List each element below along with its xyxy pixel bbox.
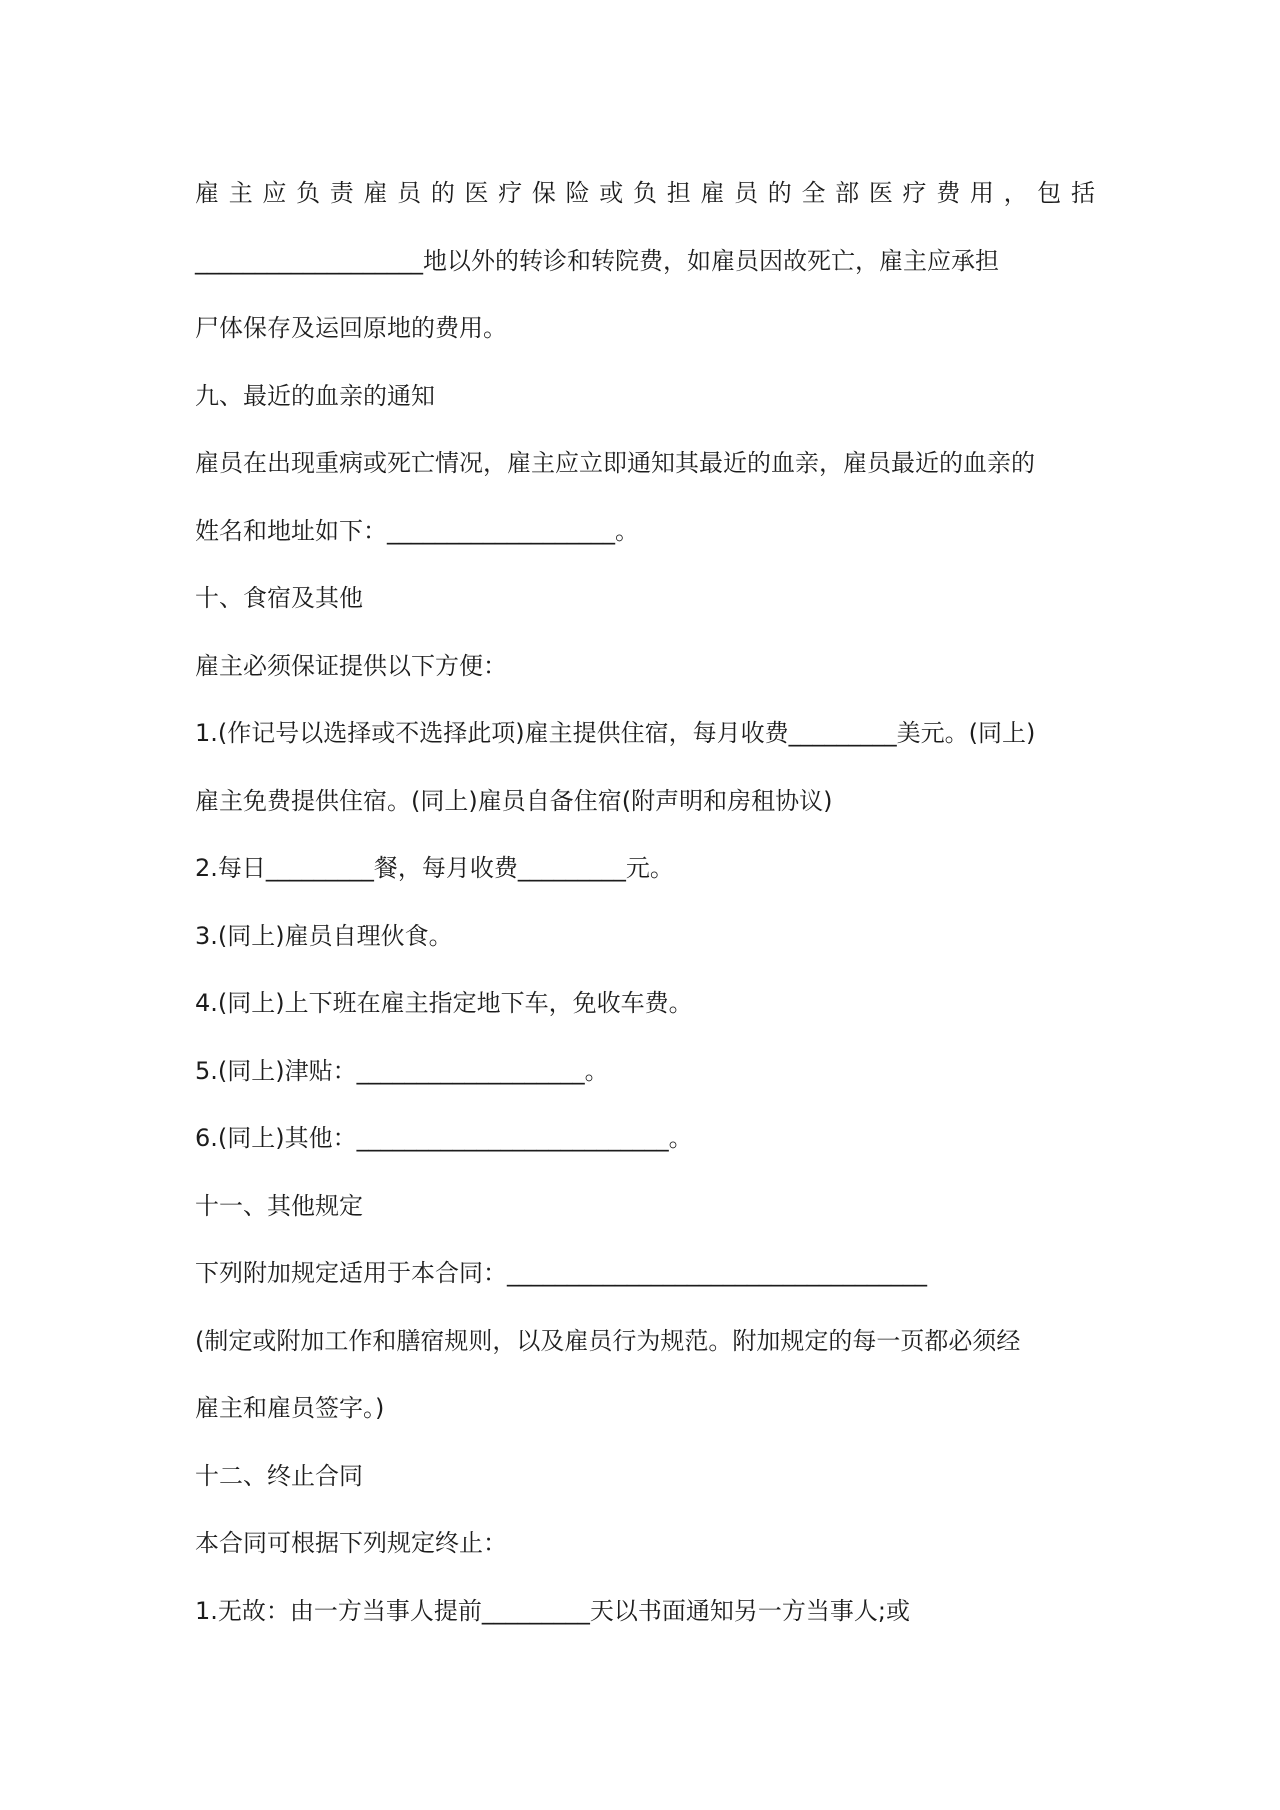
section-heading-9: 九、最近的血亲的通知 <box>195 381 435 410</box>
list-item-5: 5.(同上)津贴：___________________。 <box>195 1056 609 1085</box>
list-item-1-line-2: 雇主免费提供住宿。(同上)雇员自备住宿(附声明和房租协议) <box>195 786 833 815</box>
section-heading-12: 十二、终止合同 <box>195 1461 363 1490</box>
list-item-2: 2.每日_________餐，每月收费_________元。 <box>195 854 674 882</box>
list-item-6: 6.(同上)其他：__________________________。 <box>195 1124 693 1152</box>
list-item-1-line-1: 1.(作记号以选择或不选择此项)雇主提供住宿，每月收费_________美元。(同上) <box>195 719 1036 747</box>
list-item-4: 4.(同上)上下班在雇主指定地下车，免收车费。 <box>195 989 693 1017</box>
paragraph-medical-line-1: 雇主应负责雇员的医疗保险或负担雇员的全部医疗费用，包括 <box>195 179 1095 207</box>
paragraph-medical-line-2: ___________________地以外的转诊和转院费，如雇员因故死亡，雇主应承担 <box>195 246 999 275</box>
termination-item-1: 1.无故：由一方当事人提前_________天以书面通知另一方当事人;或 <box>195 1596 910 1625</box>
paragraph-additional-rules: 下列附加规定适用于本合同：___________________________________ <box>195 1259 927 1287</box>
paragraph-kin-line-1: 雇员在出现重病或死亡情况，雇主应立即通知其最近的血亲，雇员最近的血亲的 <box>195 449 1035 477</box>
document-page <box>195 160 1095 1645</box>
section-heading-11: 十一、其他规定 <box>195 1191 363 1220</box>
paragraph-medical-line-3: 尸体保存及运回原地的费用。 <box>195 314 507 342</box>
section-heading-10: 十、食宿及其他 <box>195 584 363 612</box>
paragraph-rules-note-line-1: (制定或附加工作和膳宿规则，以及雇员行为规范。附加规定的每一页都必须经 <box>195 1326 1021 1355</box>
paragraph-termination-intro: 本合同可根据下列规定终止： <box>195 1529 507 1557</box>
paragraph-kin-line-2: 姓名和地址如下：___________________。 <box>195 516 639 545</box>
list-item-3: 3.(同上)雇员自理伙食。 <box>195 921 453 950</box>
paragraph-facilities-intro: 雇主必须保证提供以下方便： <box>195 651 507 680</box>
paragraph-rules-note-line-2: 雇主和雇员签字。) <box>195 1394 385 1422</box>
